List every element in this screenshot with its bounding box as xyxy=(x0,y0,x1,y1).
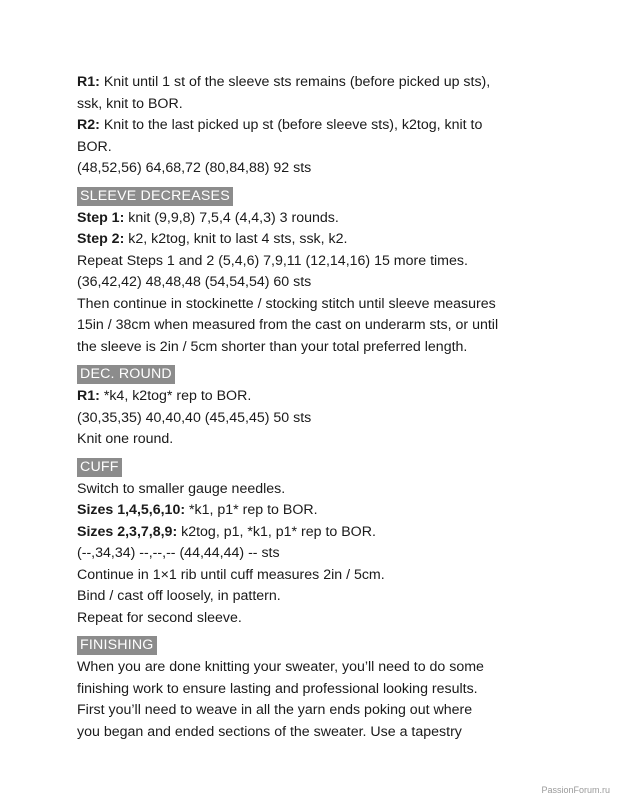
line-text: *k4, k2tog* rep to BOR. xyxy=(99,388,252,404)
text-line xyxy=(77,208,547,230)
bold-label: Step 1: xyxy=(77,209,125,226)
text-line xyxy=(77,115,547,137)
section-header: SLEEVE DECREASES xyxy=(77,187,233,206)
line-text: (--,34,34) --,--,-- (44,44,44) -- sts xyxy=(77,545,280,561)
line-text: Repeat for second sleeve. xyxy=(77,609,242,626)
line-text: finishing work to ensure lasting and professional looking results. xyxy=(77,680,478,697)
line-text: k2, k2tog, knit to last 4 sts, ssk, k2. xyxy=(124,231,348,247)
line-text: (48,52,56) 64,68,72 (80,84,88) 92 sts xyxy=(77,160,312,176)
text-line xyxy=(77,229,547,251)
section-header: CUFF xyxy=(77,458,122,477)
bold-label: R1: xyxy=(77,388,100,404)
text-line xyxy=(77,679,547,701)
text-line xyxy=(77,94,547,116)
bold-label: R2: xyxy=(77,117,100,133)
bold-label: Sizes 1,4,5,6,10: xyxy=(77,502,186,518)
bold-label: Step 2: xyxy=(77,231,125,247)
text-line xyxy=(77,294,547,316)
line-text: Then continue in stockinette / stocking stitch until sleeve measures xyxy=(77,295,496,312)
line-text: First you’ll need to weave in all the yarn ends poking out where xyxy=(77,702,473,718)
text-line xyxy=(77,479,547,501)
line-text: (30,35,35) 40,40,40 (45,45,45) 50 sts xyxy=(77,409,312,426)
line-text: Knit one round. xyxy=(77,431,174,447)
section-header-row xyxy=(77,358,547,386)
text-line xyxy=(77,429,547,451)
line-text: the sleeve is 2in / 5cm shorter than your total preferred length. xyxy=(77,338,468,355)
line-text: Knit until 1 st of the sleeve sts remains (before picked up sts), xyxy=(99,74,491,90)
bold-label: R1: xyxy=(77,74,100,90)
line-text: Repeat Steps 1 and 2 (5,4,6) 7,9,11 (12,14,16) 15 more times. xyxy=(77,252,468,269)
text-line xyxy=(77,251,547,273)
text-line xyxy=(77,386,547,408)
watermark: PassionForum.ru xyxy=(541,785,610,795)
line-text: k2tog, p1, *k1, p1* rep to BOR. xyxy=(177,523,376,540)
text-line xyxy=(77,137,547,159)
line-text: you began and ended sections of the sweater. Use a tapestry xyxy=(77,723,462,740)
text-line xyxy=(77,657,547,679)
line-text: (36,42,42) 48,48,48 (54,54,54) 60 sts xyxy=(77,274,312,290)
text-line xyxy=(77,500,547,522)
line-text: When you are done knitting your sweater, you’ll need to do some xyxy=(77,659,484,675)
line-text: 15in / 38cm when measured from the cast on underarm sts, or until xyxy=(77,317,499,333)
section-header-row xyxy=(77,180,547,208)
line-text: ssk, knit to BOR. xyxy=(77,95,183,112)
text-line xyxy=(77,337,547,359)
text-line xyxy=(77,408,547,430)
text-line xyxy=(77,586,547,608)
section-header-row xyxy=(77,629,547,657)
section-header: FINISHING xyxy=(77,636,157,655)
text-line xyxy=(77,72,547,94)
line-text: Bind / cast off loosely, in pattern. xyxy=(77,588,281,604)
section-header: DEC. ROUND xyxy=(77,365,175,384)
line-text: knit (9,9,8) 7,5,4 (4,4,3) 3 rounds. xyxy=(124,209,339,226)
line-text: Continue in 1×1 rib until cuff measures 2in / 5cm. xyxy=(77,566,385,583)
text-line xyxy=(77,272,547,294)
text-line xyxy=(77,700,547,722)
text-line xyxy=(77,543,547,565)
text-line xyxy=(77,565,547,587)
line-text: Knit to the last picked up st (before sleeve sts), k2tog, knit to xyxy=(99,117,483,133)
line-text: Switch to smaller gauge needles. xyxy=(77,480,286,497)
text-line xyxy=(77,315,547,337)
line-text: BOR. xyxy=(77,138,112,155)
text-line xyxy=(77,608,547,630)
section-header-row xyxy=(77,451,547,479)
line-text: *k1, p1* rep to BOR. xyxy=(185,502,318,518)
text-line xyxy=(77,522,547,544)
bold-label: Sizes 2,3,7,8,9: xyxy=(77,523,178,540)
text-line xyxy=(77,722,547,744)
text-line xyxy=(77,158,547,180)
pattern-document xyxy=(77,72,547,743)
